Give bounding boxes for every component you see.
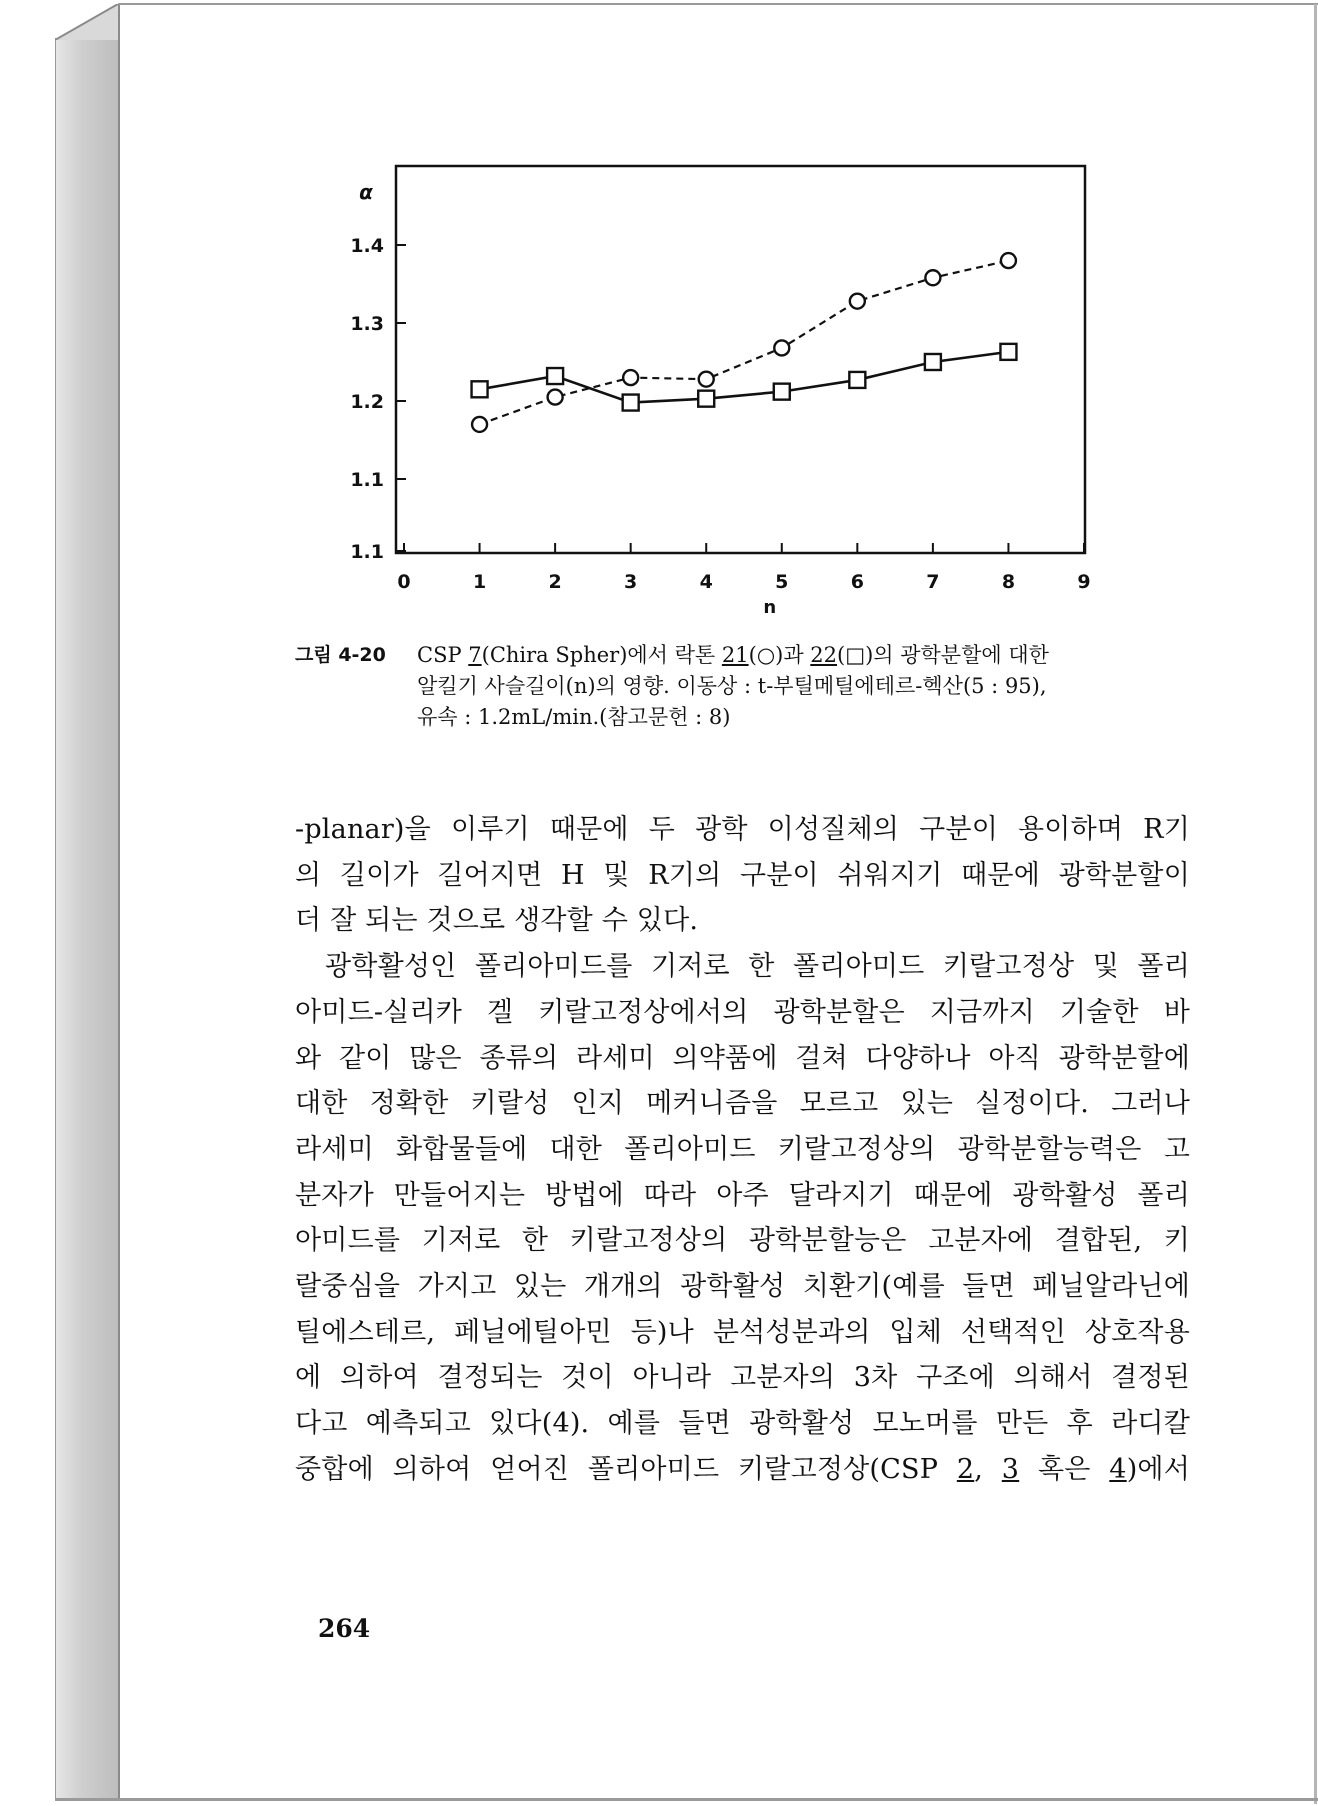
body-line: 아미드를 기저로 한 키랄고정상의 광학분할능은 고분자에 결합된, 키 <box>295 1225 1190 1257</box>
body-text-span: )에서 <box>1126 1453 1190 1485</box>
page-number: 264 <box>318 1614 371 1643</box>
x-tick-label: 8 <box>1001 571 1016 593</box>
circle-marker <box>548 390 563 405</box>
body-line <box>295 1447 1190 1493</box>
square-marker <box>774 384 790 400</box>
body-line: 아미드-실리카 겔 키랄고정상에서의 광학분할은 지금까지 기술한 바 <box>295 996 1190 1028</box>
x-tick-label: 3 <box>624 571 638 593</box>
caption-text: (○)과 <box>748 643 811 667</box>
square-marker <box>925 354 941 370</box>
body-text-span: , <box>974 1453 1002 1485</box>
circle-marker <box>774 340 789 355</box>
square-marker <box>1000 344 1016 360</box>
square-marker <box>547 368 563 384</box>
compound-21: 21 <box>721 643 749 667</box>
csp-number: 7 <box>468 643 482 667</box>
body-text-span: 중합에 의하여 얻어진 폴리아미드 키랄고정상(CSP <box>295 1453 957 1485</box>
body-line: 다고 예측되고 있다(4). 예를 들면 광학활성 모노머를 만든 후 라디칼 <box>295 1408 1190 1440</box>
y-tick-label: 1.2 <box>350 391 384 413</box>
page-top-edge <box>118 3 1318 5</box>
body-line: 와 같이 많은 종류의 라세미 의약품에 걸쳐 다양하나 아직 광학분할에 <box>295 1042 1190 1074</box>
caption-body <box>417 640 1197 733</box>
body-line: 의 길이가 길어지면 H 및 R기의 구분이 쉬워지기 때문에 광학분할이 <box>295 859 1190 891</box>
circle-marker <box>699 372 714 387</box>
y-tick-label: 1.1 <box>350 469 384 491</box>
x-tick-label: 9 <box>1077 571 1091 593</box>
x-tick-label: 1 <box>472 571 487 593</box>
body-line: 라세미 화합물들에 대한 폴리아미드 키랄고정상의 광학분할능력은 고 <box>295 1133 1190 1165</box>
square-marker <box>849 372 865 388</box>
square-marker <box>472 381 488 397</box>
body-line: -planar)을 이루기 때문에 두 광학 이성질체의 구분이 용이하며 R기 <box>295 814 1190 845</box>
body-text <box>295 807 1190 1493</box>
caption-line-3: 유속 : 1.2mL/min.(참고문헌 : 8) <box>417 705 731 729</box>
caption-line-1 <box>417 640 1197 671</box>
y-tick-label: 1.1 <box>350 541 384 563</box>
body-line: 랄중심을 가지고 있는 개개의 광학활성 치환기(예를 들면 페닐알라닌에 <box>295 1271 1190 1303</box>
circle-marker <box>472 417 487 432</box>
book-corner <box>55 4 118 40</box>
body-line: 틸에스테르, 페닐에틸아민 등)나 분석성분과의 입체 선택적인 상호작용 <box>295 1316 1190 1348</box>
page-right-edge <box>1314 4 1317 1804</box>
square-marker <box>698 391 714 407</box>
body-line: 더 잘 되는 것으로 생각할 수 있다. <box>295 905 699 937</box>
circle-marker <box>623 370 638 385</box>
y-tick-label: 1.4 <box>350 235 384 257</box>
caption-text: (Chira Spher)에서 락톤 <box>481 643 722 667</box>
csp-2: 2 <box>956 1453 975 1485</box>
caption-text: CSP <box>417 643 469 667</box>
x-tick-label: 0 <box>397 571 411 593</box>
y-axis-label: α <box>359 180 373 204</box>
body-text-span: 혹은 <box>1019 1453 1110 1485</box>
caption-text: (□)의 광학분할에 대한 <box>837 643 1049 667</box>
circle-marker <box>1001 253 1016 268</box>
x-tick-label: 4 <box>699 571 713 593</box>
book-spine <box>55 38 119 1798</box>
y-tick-label: 1.3 <box>350 313 384 335</box>
page-bottom-edge <box>55 1798 1318 1801</box>
alpha-vs-n-chart <box>320 150 1100 620</box>
x-tick-label: 5 <box>775 571 789 593</box>
body-line: 광학활성인 폴리아미드를 기저로 한 폴리아미드 키랄고정상 및 폴리 <box>325 951 1190 983</box>
square-marker <box>623 395 639 411</box>
csp-4: 4 <box>1109 1453 1127 1485</box>
x-tick-label: 2 <box>548 571 562 593</box>
circle-marker <box>850 294 865 309</box>
circle-marker <box>925 270 940 285</box>
figure-label: 그림 4-20 <box>295 644 386 666</box>
body-line: 분자가 만들어지는 방법에 따라 아주 달라지기 때문에 광학활성 폴리 <box>295 1179 1190 1211</box>
compound-22: 22 <box>810 643 838 667</box>
x-tick-label: 7 <box>926 571 940 593</box>
caption-line-2: 알킬기 사슬길이(n)의 영향. 이동상 : t-부틸메틸에테르-헥산(5 : 95), <box>417 674 1047 698</box>
plot-frame <box>396 166 1085 553</box>
csp-3: 3 <box>1001 1453 1020 1485</box>
body-line: 에 의하여 결정되는 것이 아니라 고분자의 3차 구조에 의해서 결정된 <box>295 1362 1190 1394</box>
x-axis-label: n <box>763 597 777 618</box>
body-line: 대한 정확한 키랄성 인지 메커니즘을 모르고 있는 실정이다. 그러나 <box>295 1088 1190 1120</box>
x-tick-label: 6 <box>850 571 864 593</box>
